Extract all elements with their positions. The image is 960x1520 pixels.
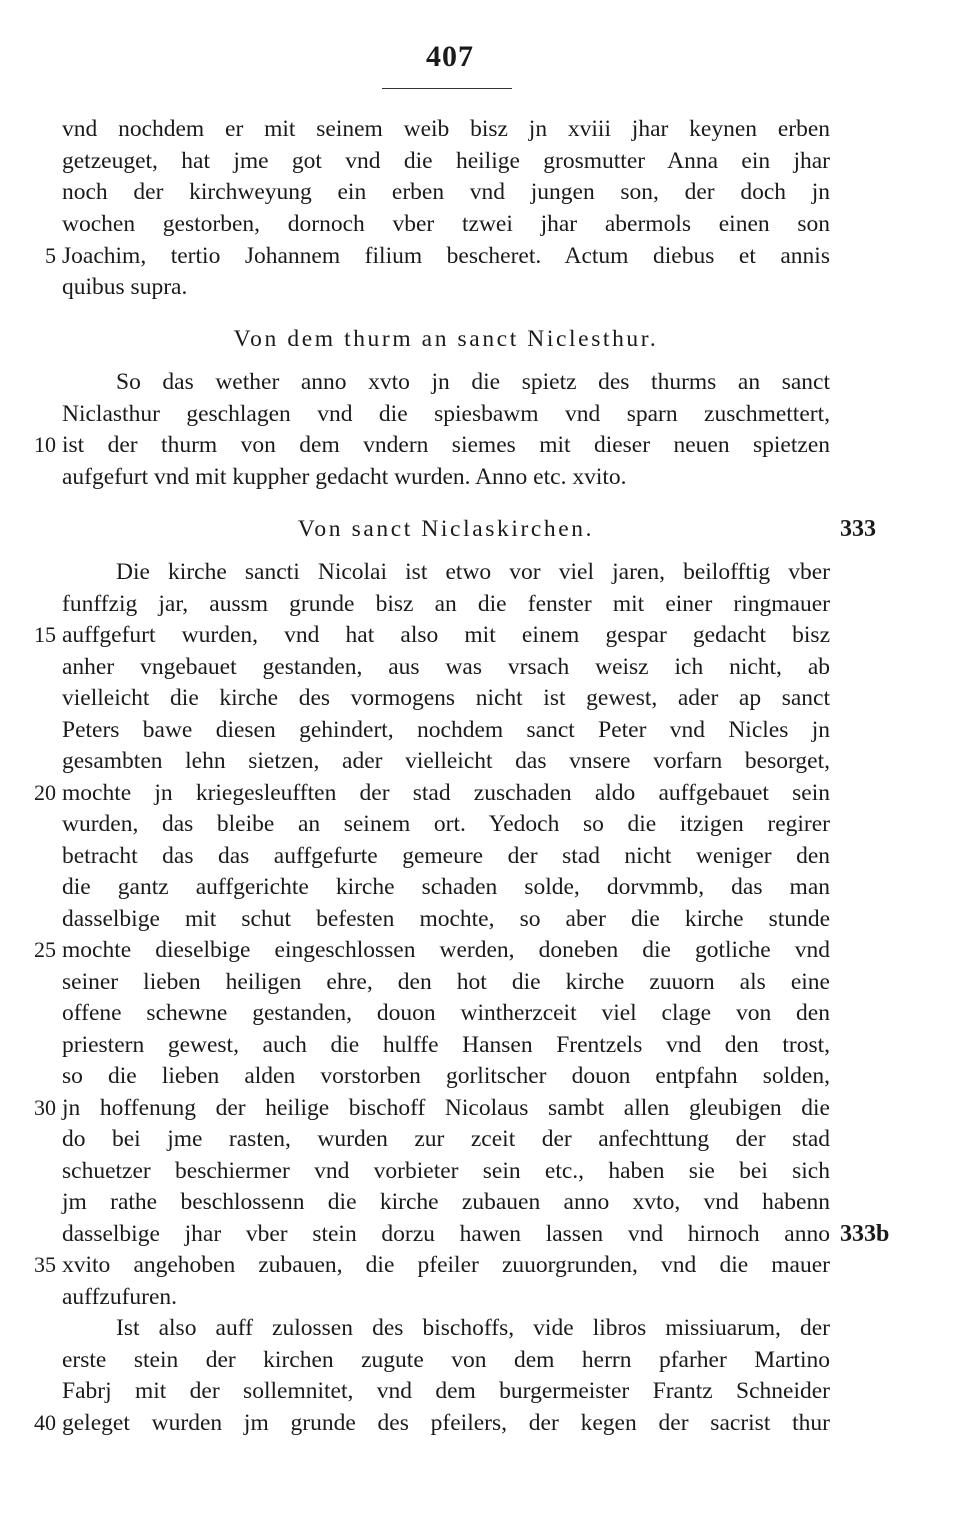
text-line: aufgefurt vnd mit kuppher gedacht wurden. Anno etc. xvito. — [62, 464, 627, 490]
text-line: wochen gestorben, dornoch vber tzwei jhar abermols einen son — [62, 211, 830, 237]
line-number: 30 — [34, 1095, 56, 1120]
line-number: 20 — [34, 780, 56, 805]
text-line: do bei jme rasten, wurden zur zceit der anfechttung der stad — [62, 1126, 830, 1152]
text-line: jn hoffenung der heilige bischoff Nicolaus sambt allen gleubigen die — [62, 1095, 830, 1121]
text-line: mochte dieselbige eingeschlossen werden, doneben die gotliche vnd — [62, 937, 830, 963]
margin-note: 333 — [840, 516, 876, 542]
text-line: mochte jn kriegesleufften der stad zuschaden aldo auffgebauet sein — [62, 780, 830, 806]
text-line: xvito angehoben zubauen, die pfeiler zuuorgrunden, vnd die mauer — [62, 1252, 830, 1278]
text-line: getzeuget, hat jme got vnd die heilige grosmutter Anna ein jhar — [62, 148, 830, 174]
text-line: anher vngebauet gestanden, aus was vrsach weisz ich nicht, ab — [62, 654, 830, 680]
text-line: So das wether anno xvto jn die spietz des thurms an sanct — [116, 369, 830, 395]
text-line: die gantz auffgerichte kirche schaden solde, dorvmmb, das man — [62, 874, 830, 900]
line-number: 10 — [34, 432, 56, 457]
text-line: jm rathe beschlossenn die kirche zubauen anno xvto, vnd habenn — [62, 1189, 830, 1215]
section-heading: Von sanct Niclaskirchen. — [297, 516, 595, 542]
text-line: vnd nochdem er mit seinem weib bisz jn xviii jhar keynen erben — [62, 116, 830, 142]
text-line: auffzufuren. — [62, 1284, 178, 1310]
text-line: ist der thurm von dem vndern siemes mit dieser neuen spietzen — [62, 432, 830, 458]
text-line: so die lieben alden vorstorben gorlitscher douon entpfahn solden, — [62, 1063, 830, 1089]
line-number: 5 — [45, 243, 56, 268]
text-line: funffzig jar, aussm grunde bisz an die fenster mit einer ringmauer — [62, 591, 830, 617]
text-line: auffgefurt wurden, vnd hat also mit einem gespar gedacht bisz — [62, 622, 830, 648]
text-line: Peters bawe diesen gehindert, nochdem sanct Peter vnd Nicles jn — [62, 717, 830, 743]
text-line: geleget wurden jm grunde des pfeilers, der kegen der sacrist thur — [62, 1410, 830, 1436]
text-line: Fabrj mit der sollemnitet, vnd dem burgermeister Frantz Schneider — [62, 1378, 830, 1404]
line-number: 35 — [34, 1252, 56, 1277]
text-line: erste stein der kirchen zugute von dem herrn pfarher Martino — [62, 1347, 830, 1373]
text-line: quibus supra. — [62, 274, 188, 300]
text-line: wurden, das bleibe an seinem ort. Yedoch so die itzigen regirer — [62, 811, 830, 837]
text-line: Joachim, tertio Johannem filium bescheret. Actum diebus et annis — [62, 243, 830, 269]
text-line: dasselbige mit schut befesten mochte, so aber die kirche stunde — [62, 906, 830, 932]
text-line: gesambten lehn sietzen, ader vielleicht das vnsere vorfarn besorget, — [62, 748, 830, 774]
page-number-rule — [382, 88, 512, 89]
line-number: 40 — [34, 1410, 56, 1435]
line-number: 25 — [34, 937, 56, 962]
text-line: Die kirche sancti Nicolai ist etwo vor viel jaren, beilofftig vber — [116, 559, 830, 585]
line-number: 15 — [34, 622, 56, 647]
text-line: noch der kirchweyung ein erben vnd jungen son, der doch jn — [62, 179, 830, 205]
text-line: vielleicht die kirche des vormogens nicht ist gewest, ader ap sanct — [62, 685, 830, 711]
margin-note: 333b — [840, 1221, 890, 1247]
text-line: Niclasthur geschlagen vnd die spiesbawm vnd sparn zuschmettert, — [62, 401, 830, 427]
text-line: seiner lieben heiligen ehre, den hot die kirche zuuorn als eine — [62, 969, 830, 995]
text-line: dasselbige jhar vber stein dorzu hawen lassen vnd hirnoch anno — [62, 1221, 830, 1247]
text-line: offene schewne gestanden, douon wintherzceit viel clage von den — [62, 1000, 830, 1026]
text-line: Ist also auff zulossen des bischoffs, vide libros missiuarum, der — [116, 1315, 830, 1341]
page-number: 407 — [426, 40, 474, 73]
text-line: betracht das das auffgefurte gemeure der stad nicht weniger den — [62, 843, 830, 869]
section-heading: Von dem thurm an sanct Niclesthur. — [233, 326, 659, 352]
text-line: priestern gewest, auch die hulffe Hansen Frentzels vnd den trost, — [62, 1032, 830, 1058]
text-line: schuetzer beschiermer vnd vorbieter sein etc., haben sie bei sich — [62, 1158, 830, 1184]
